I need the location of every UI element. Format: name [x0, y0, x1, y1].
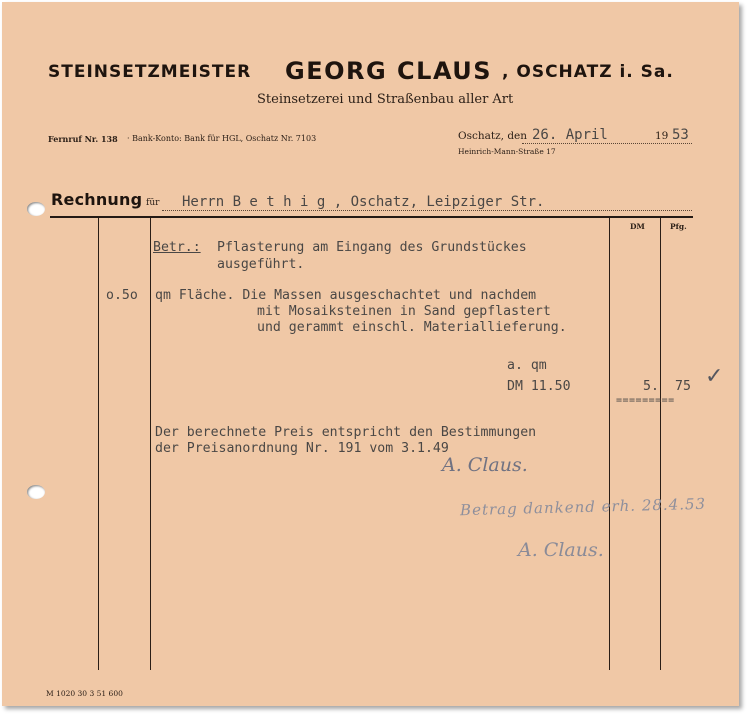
- subject-line-1: Pflasterung am Eingang des Grundstückes: [217, 240, 527, 255]
- recipient-dotted-line: [162, 210, 692, 211]
- bank-account: · Bank-Konto: Bank für HGL, Oschatz Nr. 7103: [127, 134, 317, 143]
- phone-number: Fernruf Nr. 138: [48, 134, 118, 144]
- street-address: Heinrich-Mann-Straße 17: [458, 147, 556, 156]
- invoice-paper: [2, 2, 739, 706]
- item-line-3: und gerammt einschl. Materiallieferung.: [257, 320, 567, 335]
- recipient: Herrn B e t h i g , Oschatz, Leipziger Str.: [182, 194, 545, 210]
- item-line-2: mit Mosaiksteinen in Sand gepflastert: [257, 304, 551, 319]
- column-line-description: [150, 218, 151, 670]
- print-code: M 1020 30 3 51 600: [46, 689, 123, 698]
- punch-hole-bottom: [27, 485, 45, 499]
- column-line-qty: [98, 218, 99, 670]
- subject-line-2: ausgeführt.: [217, 257, 305, 272]
- letterhead-city: , OSCHATZ i. Sa.: [502, 62, 674, 82]
- signature-1: A. Claus.: [442, 454, 528, 476]
- punch-hole-top: [27, 202, 45, 216]
- column-header-dm: DM: [630, 222, 645, 231]
- letterhead-name: GEORG CLAUS: [285, 57, 493, 85]
- date-dotted-line: [522, 143, 692, 144]
- note-line-1: Der berechnete Preis entspricht den Bestimmungen: [155, 425, 537, 440]
- total-dm: 5.: [643, 379, 659, 394]
- paid-note: Betrag dankend erh. 28.4.53: [459, 494, 707, 520]
- date-day-month: 26. April: [532, 127, 608, 143]
- letterhead-subtitle: Steinsetzerei und Straßenbau aller Art: [257, 92, 514, 107]
- date-place: Oschatz, den: [458, 130, 528, 142]
- header-rule: [50, 216, 693, 218]
- subject-label: Betr.:: [153, 240, 201, 255]
- date-year-prefix: 19: [655, 130, 669, 142]
- unit-label: a. qm: [507, 358, 547, 373]
- note-line-2: der Preisanordnung Nr. 191 vom 3.1.49: [155, 441, 449, 456]
- total-pfg: 75: [675, 379, 691, 394]
- date-year-suffix: 53: [672, 127, 689, 143]
- column-line-pfg: [660, 218, 661, 670]
- item-line-1: qm Fläche. Die Massen ausgeschachtet und nachdem: [155, 288, 537, 303]
- invoice-for-label: für: [146, 198, 160, 208]
- item-quantity: o.5o: [106, 288, 138, 303]
- column-header-pfg: Pfg.: [670, 222, 687, 231]
- total-double-rule: =========: [616, 395, 675, 406]
- column-line-dm: [609, 218, 610, 670]
- letterhead-title-left: STEINSETZMEISTER: [48, 62, 252, 82]
- check-mark: ✓: [705, 364, 724, 389]
- unit-price: DM 11.50: [507, 379, 571, 394]
- invoice-title: Rechnung: [51, 190, 143, 209]
- signature-2: A. Claus.: [518, 539, 604, 561]
